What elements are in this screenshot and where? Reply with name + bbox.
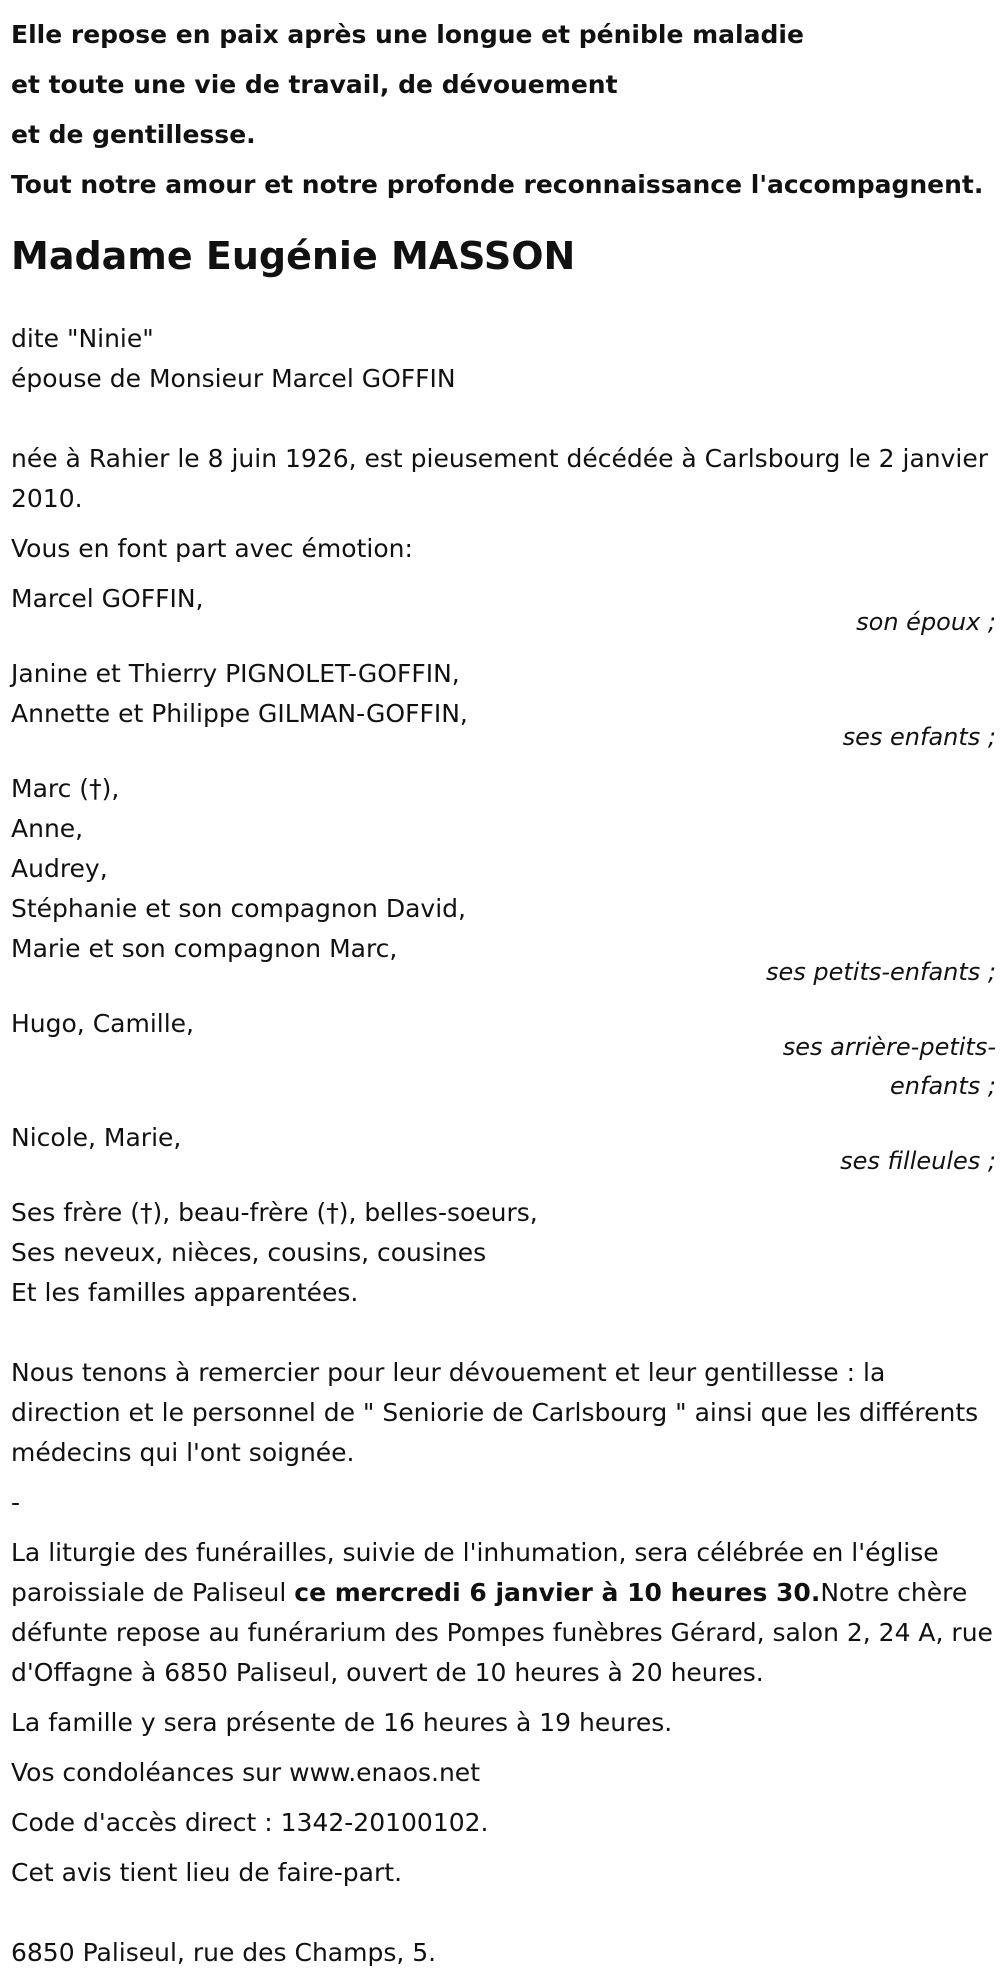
intro-line: Elle repose en paix après une longue et pénible maladie	[11, 20, 804, 49]
list-item: Hugo, Camille,	[11, 1009, 194, 1038]
funeral-text: Notre chère défunte repose au funérarium des Pompes funèbres Gérard, salon 2, 24 A, rue d'Offagne à 6850 Paliseul, ouvert de 10 heures à 20 heures.	[11, 1578, 993, 1687]
group-goddaughters	[11, 1118, 996, 1181]
relation-label: ses arrière-petits-	[782, 1033, 996, 1061]
group-great-grandchildren	[11, 1004, 996, 1106]
list-item: Marcel GOFFIN,	[11, 584, 204, 613]
list-item: Annette et Philippe GILMAN-GOFFIN,	[11, 699, 468, 728]
list-item: Marc (†),	[11, 774, 120, 803]
notice-text: Cet avis tient lieu de faire-part.	[11, 1858, 403, 1887]
birth-death-info: née à Rahier le 8 juin 1926, est pieusement décédée à Carlsbourg le 2 janvier 2010.	[11, 444, 989, 513]
relation-label: ses filleules ;	[840, 1147, 996, 1175]
announcement: Vous en font part avec émotion:	[11, 534, 413, 563]
intro-line: et de gentillesse.	[11, 120, 256, 149]
relation-label: enfants ;	[890, 1072, 996, 1100]
list-item: Audrey,	[11, 854, 108, 883]
group-husband	[11, 579, 996, 642]
funeral-date: ce mercredi 6 janvier à 10 heures 30.	[294, 1578, 821, 1607]
thanks-paragraph: Nous tenons à remercier pour leur dévouement et leur gentillesse : la direction et le personnel de " Seniorie de Carlsbourg " ainsi que les différents médecins qui l'ont soignée.	[11, 1358, 979, 1467]
intro-text	[11, 0, 1000, 210]
list-item: Et les familles apparentées.	[11, 1278, 359, 1307]
group-grandchildren	[11, 769, 996, 992]
address: 6850 Paliseul, rue des Champs, 5.	[11, 1938, 437, 1967]
separator-dash: -	[11, 1488, 21, 1517]
family-list	[11, 1193, 996, 1313]
list-item: Stéphanie et son compagnon David,	[11, 894, 466, 923]
list-item: Janine et Thierry PIGNOLET-GOFFIN,	[11, 659, 460, 688]
access-code: Code d'accès direct : 1342-20100102.	[11, 1808, 489, 1837]
intro-line: et toute une vie de travail, de dévouement	[11, 70, 618, 99]
nickname: dite "Ninie"	[11, 324, 154, 353]
group-children	[11, 654, 996, 757]
spouse-line: épouse de Monsieur Marcel GOFFIN	[11, 364, 456, 393]
list-item: Ses frère (†), beau-frère (†), belles-soeurs,	[11, 1198, 538, 1227]
funeral-paragraph	[11, 1533, 996, 1693]
list-item: Ses neveux, nièces, cousins, cousines	[11, 1238, 487, 1267]
list-item: Marie et son compagnon Marc,	[11, 934, 398, 963]
relation-label: ses enfants ;	[842, 723, 996, 751]
intro-line: Tout notre amour et notre profonde reconnaissance l'accompagnent.	[11, 170, 984, 199]
presence-info: La famille y sera présente de 16 heures à 19 heures.	[11, 1708, 673, 1737]
condolences-info: Vos condoléances sur www.enaos.net	[11, 1758, 480, 1787]
deceased-name: Madame Eugénie MASSON	[11, 234, 576, 278]
list-item: Nicole, Marie,	[11, 1123, 182, 1152]
funeral-text: La liturgie des funérailles, suivie de l'inhumation, sera célébrée en l'église paroissiale de Paliseul	[11, 1538, 939, 1607]
relation-label: ses petits-enfants ;	[765, 958, 996, 986]
relation-label: son époux ;	[856, 608, 996, 636]
list-item: Anne,	[11, 814, 84, 843]
